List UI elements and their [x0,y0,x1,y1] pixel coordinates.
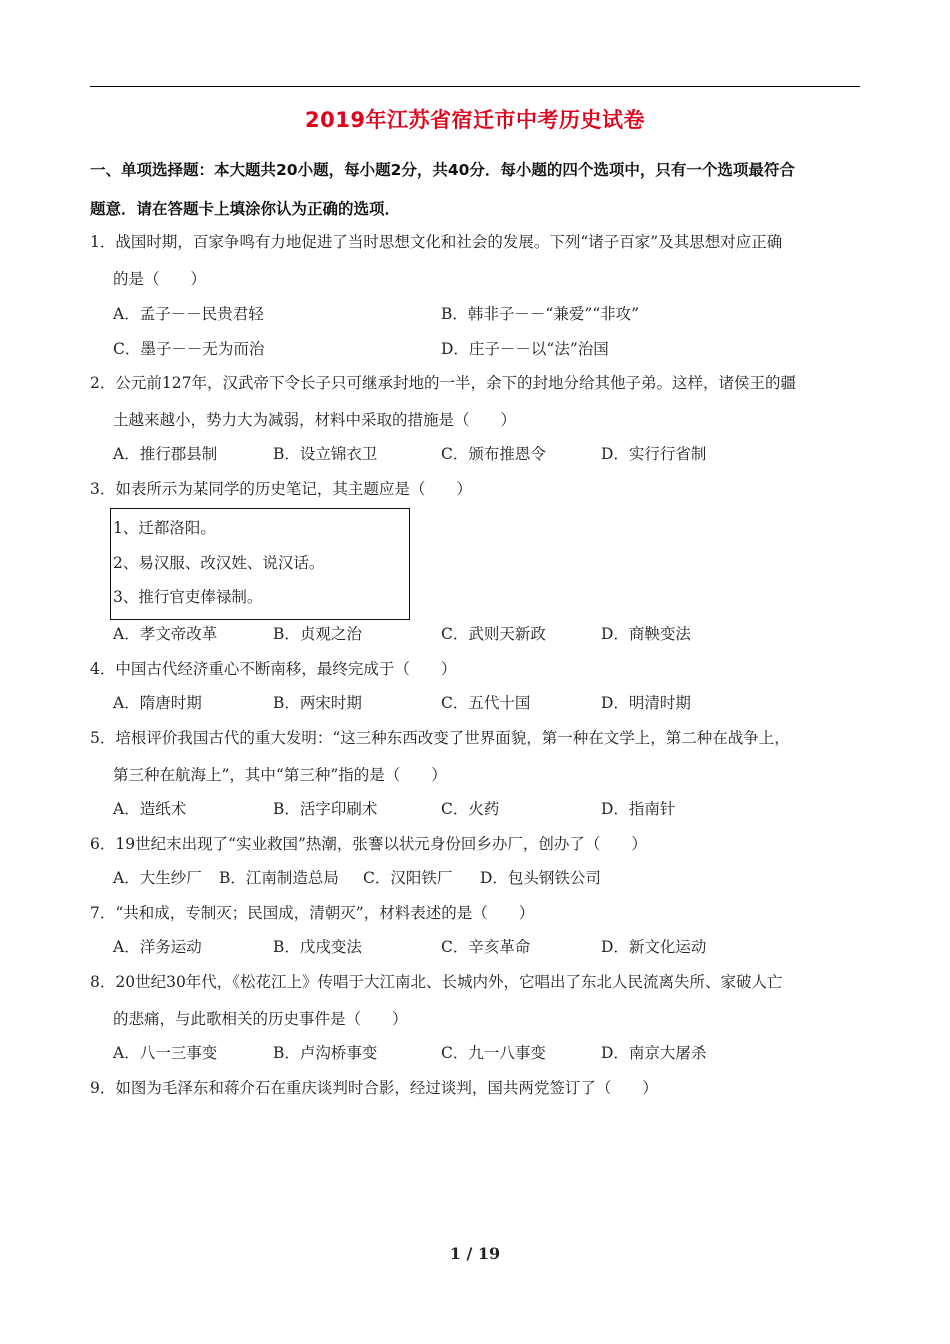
question-7-option-c: C．辛亥革命 [441,938,531,956]
question-6-option-a: A．大生纱厂 [113,869,202,887]
question-3-option-b: B．贞观之治 [273,625,362,643]
question-2-option-b: B．设立锦衣卫 [273,445,378,463]
question-8-option-a: A．八一三事变 [113,1044,218,1062]
question-8-option-c: C．九一八事变 [441,1044,546,1062]
section-heading-cont: 题意．请在答题卡上填涂你认为正确的选项． [90,200,401,218]
question-5-text-cont: 第三种在航海上”，其中“第三种”指的是（ ） [113,766,447,784]
question-1-option-d: D．庄子－－以“法”治国 [441,340,609,358]
question-8-option-d: D．南京大屠杀 [601,1044,707,1062]
question-7-option-a: A．洋务运动 [113,938,202,956]
question-3-text: 3．如表所示为某同学的历史笔记，其主题应是（ ） [90,480,472,498]
history-notes-table [110,508,410,620]
question-1-option-c: C．墨子－－无为而治 [113,340,265,358]
question-1-option-a: A．孟子－－民贵君轻 [113,305,264,323]
question-2-option-c: C．颁布推恩令 [441,445,546,463]
section-heading: 一、单项选择题：本大题共20小题，每小题2分，共40分．每小题的四个选项中，只有一个选项最符合 [90,161,795,179]
question-1-text: 1．战国时期，百家争鸣有力地促进了当时思想文化和社会的发展。下列“诸子百家”及其思想对应正确 [90,233,783,251]
question-6-text: 6．19世纪末出现了“实业救国”热潮，张謇以状元身份回乡办厂，创办了（ ） [90,835,647,853]
question-6-option-d: D．包头钢铁公司 [480,869,601,887]
question-4-text: 4．中国古代经济重心不断南移，最终完成于（ ） [90,660,457,678]
question-3-option-c: C．武则天新政 [441,625,546,643]
question-3-option-a: A．孝文帝改革 [113,625,218,643]
question-5-option-d: D．指南针 [601,800,676,818]
question-7-option-d: D．新文化运动 [601,938,707,956]
question-5-option-a: A．造纸术 [113,800,187,818]
page-title: 2019年江苏省宿迁市中考历史试卷 [305,108,645,132]
question-6-option-b: B．江南制造总局 [219,869,339,887]
page-number: 1 / 19 [449,1244,501,1263]
question-2-option-d: D．实行行省制 [601,445,707,463]
question-8-text: 8．20世纪30年代，《松花江上》传唱于大江南北、长城内外，它唱出了东北人民流离失所、家破人亡 [90,973,783,991]
note-line-1: 1、迁都洛阳。 [113,519,216,537]
question-4-option-d: D．明清时期 [601,694,691,712]
question-4-option-c: C．五代十国 [441,694,531,712]
question-4-option-a: A．隋唐时期 [113,694,202,712]
question-8-text-cont: 的悲痛，与此歌相关的历史事件是（ ） [113,1010,408,1028]
question-1-option-b: B．韩非子－－“兼爱”“非攻” [441,305,640,323]
question-2-option-a: A．推行郡县制 [113,445,218,463]
question-2-text: 2．公元前127年，汉武帝下令长子只可继承封地的一半，余下的封地分给其他子弟。这样，诸侯王的疆 [90,374,796,392]
note-line-3: 3、推行官吏俸禄制。 [113,588,263,606]
question-5-text: 5．培根评价我国古代的重大发明：“这三种东西改变了世界面貌，第一种在文学上，第二种在战争上， [90,729,790,747]
question-6-option-c: C．汉阳铁厂 [363,869,453,887]
note-line-2: 2、易汉服、改汉姓、说汉话。 [113,554,325,572]
question-8-option-b: B．卢沟桥事变 [273,1044,378,1062]
question-2-text-cont: 土越来越小，势力大为减弱，材料中采取的措施是（ ） [113,411,517,429]
header-rule [90,86,860,87]
question-1-text-cont: 的是（ ） [113,270,207,288]
question-7-text: 7．“共和成，专制灭；民国成，清朝灭”，材料表述的是（ ） [90,904,535,922]
question-5-option-b: B．活字印刷术 [273,800,378,818]
question-3-option-d: D．商鞅变法 [601,625,691,643]
question-7-option-b: B．戊戌变法 [273,938,362,956]
question-4-option-b: B．两宋时期 [273,694,362,712]
question-9-text: 9．如图为毛泽东和蒋介石在重庆谈判时合影，经过谈判，国共两党签订了（ ） [90,1079,658,1097]
question-5-option-c: C．火药 [441,800,500,818]
